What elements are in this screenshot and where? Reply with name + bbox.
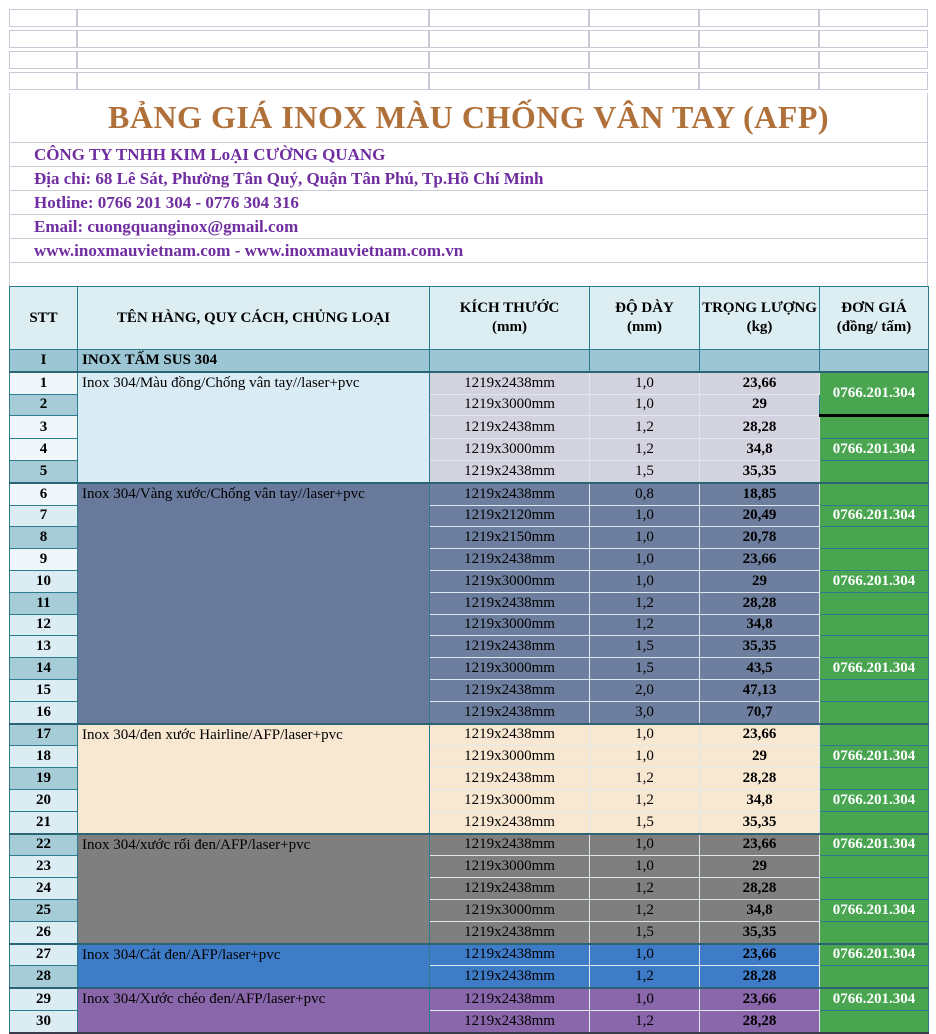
company-email-row [9, 215, 928, 239]
stt-cell: 2 [10, 394, 78, 416]
empty-cell [77, 51, 429, 69]
price-cell [820, 416, 929, 439]
size-cell: 1219x2438mm [430, 768, 590, 790]
company-address-row [9, 167, 928, 191]
thickness-cell: 1,2 [590, 966, 700, 988]
stt-cell: 3 [10, 416, 78, 439]
size-cell: 1219x3000mm [430, 658, 590, 680]
price-cell: 0766.201.304 [820, 944, 929, 966]
size-cell: 1219x3000mm [430, 570, 590, 592]
empty-cell [589, 72, 699, 90]
col-header-thickness: ĐỘ DÀY (mm) [590, 287, 700, 350]
price-cell: 0766.201.304 [820, 746, 929, 768]
empty-cell [77, 9, 429, 27]
stt-cell: 8 [10, 527, 78, 549]
stt-cell: 13 [10, 636, 78, 658]
empty-cell [9, 51, 77, 69]
company-hotline: Hotline: 0766 201 304 - 0776 304 316 [34, 192, 299, 212]
table-row [10, 724, 929, 746]
thickness-cell: 1,5 [590, 636, 700, 658]
price-cell [820, 483, 929, 505]
thickness-cell: 1,2 [590, 592, 700, 614]
stt-cell: 5 [10, 460, 78, 482]
stt-cell: 30 [10, 1010, 78, 1032]
empty-cell [589, 9, 699, 27]
weight-cell: 20,49 [700, 505, 820, 527]
empty-cell [429, 9, 589, 27]
stt-cell: 27 [10, 944, 78, 966]
thickness-cell: 1,0 [590, 834, 700, 856]
thickness-cell: 1,2 [590, 768, 700, 790]
company-websites: www.inoxmauvietnam.com - www.inoxmauvietnam.com.vn [34, 240, 464, 260]
empty-cell [589, 30, 699, 48]
weight-cell: 23,66 [700, 724, 820, 746]
price-cell [820, 921, 929, 943]
table-row [10, 988, 929, 1010]
price-cell [820, 856, 929, 878]
size-cell: 1219x2438mm [430, 834, 590, 856]
size-cell: 1219x2438mm [430, 811, 590, 833]
size-cell: 1219x2438mm [430, 372, 590, 394]
company-address: Địa chỉ: 68 Lê Sát, Phường Tân Quý, Quận Tân Phú, Tp.Hồ Chí Minh [34, 168, 544, 188]
col-header-price: ĐƠN GIÁ (đồng/ tấm) [820, 287, 929, 350]
size-cell: 1219x3000mm [430, 439, 590, 461]
size-cell: 1219x2438mm [430, 483, 590, 505]
weight-cell: 29 [700, 394, 820, 416]
empty-cell [9, 72, 77, 90]
empty-cell [699, 9, 819, 27]
stt-cell: 4 [10, 439, 78, 461]
empty-cell [9, 9, 77, 27]
spreadsheet-page [0, 6, 936, 1029]
col-header-weight: TRỌNG LƯỢNG (kg) [700, 287, 820, 350]
price-cell: 0766.201.304 [820, 372, 929, 416]
empty-cell [429, 30, 589, 48]
weight-cell: 18,85 [700, 483, 820, 505]
weight-cell: 29 [700, 856, 820, 878]
weight-cell: 34,8 [700, 614, 820, 636]
price-cell [820, 679, 929, 701]
thickness-cell: 1,0 [590, 549, 700, 571]
weight-cell: 28,28 [700, 1010, 820, 1032]
stt-cell: 10 [10, 570, 78, 592]
col-header-name: TÊN HÀNG, QUY CÁCH, CHỦNG LOẠI [78, 287, 430, 350]
thickness-cell: 1,0 [590, 746, 700, 768]
size-cell: 1219x2438mm [430, 592, 590, 614]
thickness-cell: 1,0 [590, 394, 700, 416]
empty-cell [819, 72, 928, 90]
weight-cell: 23,66 [700, 988, 820, 1010]
stt-cell: 11 [10, 592, 78, 614]
weight-cell: 23,66 [700, 944, 820, 966]
price-cell [820, 811, 929, 833]
product-name-cell: Inox 304/Xước chéo đen/AFP/laser+pvc [78, 988, 430, 1033]
weight-cell: 29 [700, 746, 820, 768]
size-cell: 1219x2438mm [430, 724, 590, 746]
title-block [9, 93, 928, 143]
stt-cell: 23 [10, 856, 78, 878]
empty-cell [699, 72, 819, 90]
empty-cell [429, 51, 589, 69]
company-websites-row [9, 239, 928, 263]
company-hotline-row [9, 191, 928, 215]
stt-cell: 19 [10, 768, 78, 790]
weight-cell: 29 [700, 570, 820, 592]
stt-cell: 9 [10, 549, 78, 571]
price-cell: 0766.201.304 [820, 439, 929, 461]
stt-cell: 18 [10, 746, 78, 768]
empty-cell [699, 51, 819, 69]
product-name-cell: Inox 304/xước rối đen/AFP/laser+pvc [78, 834, 430, 944]
size-cell: 1219x3000mm [430, 899, 590, 921]
thickness-cell: 1,0 [590, 944, 700, 966]
size-cell: 1219x3000mm [430, 789, 590, 811]
stt-cell: 16 [10, 701, 78, 723]
stt-cell: 21 [10, 811, 78, 833]
thickness-cell: 3,0 [590, 701, 700, 723]
price-cell: 0766.201.304 [820, 658, 929, 680]
thickness-cell: 1,0 [590, 988, 700, 1010]
weight-cell: 34,8 [700, 439, 820, 461]
weight-cell: 28,28 [700, 966, 820, 988]
weight-cell: 23,66 [700, 372, 820, 394]
thickness-cell: 1,5 [590, 658, 700, 680]
table-row [10, 372, 929, 394]
weight-cell: 23,66 [700, 549, 820, 571]
product-name-cell: Inox 304/đen xước Hairline/AFP/laser+pvc [78, 724, 430, 834]
size-cell: 1219x2438mm [430, 966, 590, 988]
table-row [10, 483, 929, 505]
weight-cell: 28,28 [700, 416, 820, 439]
thickness-cell: 1,2 [590, 416, 700, 439]
company-name: CÔNG TY TNHH KIM LoẠI CƯỜNG QUANG [34, 144, 386, 164]
weight-cell: 70,7 [700, 701, 820, 723]
empty-cell [699, 30, 819, 48]
thickness-cell: 1,0 [590, 856, 700, 878]
price-table-body [10, 287, 929, 1033]
product-name-cell: Inox 304/Cát đen/AFP/laser+pvc [78, 944, 430, 989]
empty-cell [77, 30, 429, 48]
size-cell: 1219x2438mm [430, 679, 590, 701]
size-cell: 1219x2438mm [430, 921, 590, 943]
thickness-cell: 1,0 [590, 570, 700, 592]
size-cell: 1219x2438mm [430, 701, 590, 723]
section-empty-cell [590, 350, 700, 372]
section-stt-cell: I [10, 350, 78, 372]
size-cell: 1219x2438mm [430, 460, 590, 482]
weight-cell: 28,28 [700, 878, 820, 900]
size-cell: 1219x2150mm [430, 527, 590, 549]
stt-cell: 15 [10, 679, 78, 701]
weight-cell: 35,35 [700, 636, 820, 658]
weight-cell: 34,8 [700, 789, 820, 811]
thickness-cell: 1,0 [590, 527, 700, 549]
size-cell: 1219x2438mm [430, 988, 590, 1010]
empty-cell [819, 51, 928, 69]
section-label-cell: INOX TẤM SUS 304 [78, 350, 430, 372]
price-cell: 0766.201.304 [820, 899, 929, 921]
company-email: Email: cuongquanginox@gmail.com [34, 216, 299, 236]
product-name-cell: Inox 304/Vàng xước/Chống vân tay//laser+pvc [78, 483, 430, 724]
price-table [9, 286, 929, 1034]
thickness-cell: 1,5 [590, 921, 700, 943]
price-cell [820, 527, 929, 549]
stt-cell: 1 [10, 372, 78, 394]
stt-cell: 14 [10, 658, 78, 680]
thickness-cell: 1,5 [590, 460, 700, 482]
weight-cell: 28,28 [700, 592, 820, 614]
weight-cell: 35,35 [700, 921, 820, 943]
empty-cell [429, 72, 589, 90]
stt-cell: 6 [10, 483, 78, 505]
thickness-cell: 1,2 [590, 899, 700, 921]
price-cell [820, 701, 929, 723]
price-cell: 0766.201.304 [820, 505, 929, 527]
stt-cell: 20 [10, 789, 78, 811]
page-title: BẢNG GIÁ INOX MÀU CHỐNG VÂN TAY (AFP) [107, 99, 830, 135]
empty-cell [589, 51, 699, 69]
top-empty-grid [9, 6, 928, 93]
thickness-cell: 1,2 [590, 789, 700, 811]
thickness-cell: 1,2 [590, 439, 700, 461]
thickness-cell: 1,5 [590, 811, 700, 833]
empty-cell [9, 30, 77, 48]
stt-cell: 7 [10, 505, 78, 527]
size-cell: 1219x2438mm [430, 1010, 590, 1032]
price-cell: 0766.201.304 [820, 834, 929, 856]
company-name-row [9, 143, 928, 167]
weight-cell: 28,28 [700, 768, 820, 790]
empty-cell [819, 30, 928, 48]
weight-cell: 34,8 [700, 899, 820, 921]
price-cell [820, 768, 929, 790]
section-empty-cell [820, 350, 929, 372]
stt-cell: 24 [10, 878, 78, 900]
price-cell: 0766.201.304 [820, 988, 929, 1010]
empty-cell [819, 9, 928, 27]
table-row [10, 834, 929, 856]
weight-cell: 35,35 [700, 811, 820, 833]
size-cell: 1219x3000mm [430, 856, 590, 878]
col-header-size: KÍCH THƯỚC (mm) [430, 287, 590, 350]
weight-cell: 23,66 [700, 834, 820, 856]
col-header-stt: STT [10, 287, 78, 350]
stt-cell: 17 [10, 724, 78, 746]
thickness-cell: 1,0 [590, 372, 700, 394]
thickness-cell: 1,2 [590, 614, 700, 636]
price-cell [820, 966, 929, 988]
weight-cell: 43,5 [700, 658, 820, 680]
price-cell [820, 724, 929, 746]
empty-cell [77, 72, 429, 90]
weight-cell: 20,78 [700, 527, 820, 549]
price-cell: 0766.201.304 [820, 789, 929, 811]
top-empty-grid-body [9, 9, 928, 90]
stt-cell: 22 [10, 834, 78, 856]
stt-cell: 25 [10, 899, 78, 921]
section-empty-cell [700, 350, 820, 372]
price-cell [820, 636, 929, 658]
thickness-cell: 1,0 [590, 724, 700, 746]
price-cell [820, 460, 929, 482]
price-cell [820, 614, 929, 636]
thickness-cell: 2,0 [590, 679, 700, 701]
thickness-cell: 1,2 [590, 1010, 700, 1032]
section-empty-cell [430, 350, 590, 372]
size-cell: 1219x2438mm [430, 636, 590, 658]
stt-cell: 29 [10, 988, 78, 1010]
price-cell: 0766.201.304 [820, 570, 929, 592]
price-cell [820, 549, 929, 571]
size-cell: 1219x2438mm [430, 944, 590, 966]
size-cell: 1219x2438mm [430, 549, 590, 571]
size-cell: 1219x2438mm [430, 416, 590, 439]
weight-cell: 35,35 [700, 460, 820, 482]
stt-cell: 28 [10, 966, 78, 988]
table-row [10, 944, 929, 966]
price-cell [820, 878, 929, 900]
price-cell [820, 592, 929, 614]
stt-cell: 26 [10, 921, 78, 943]
weight-cell: 47,13 [700, 679, 820, 701]
size-cell: 1219x3000mm [430, 394, 590, 416]
thickness-cell: 1,2 [590, 878, 700, 900]
size-cell: 1219x2120mm [430, 505, 590, 527]
price-cell [820, 1010, 929, 1032]
product-name-cell: Inox 304/Màu đồng/Chống vân tay//laser+pvc [78, 372, 430, 483]
spacer-row [9, 263, 928, 286]
size-cell: 1219x2438mm [430, 878, 590, 900]
thickness-cell: 0,8 [590, 483, 700, 505]
stt-cell: 12 [10, 614, 78, 636]
size-cell: 1219x3000mm [430, 746, 590, 768]
size-cell: 1219x3000mm [430, 614, 590, 636]
thickness-cell: 1,0 [590, 505, 700, 527]
